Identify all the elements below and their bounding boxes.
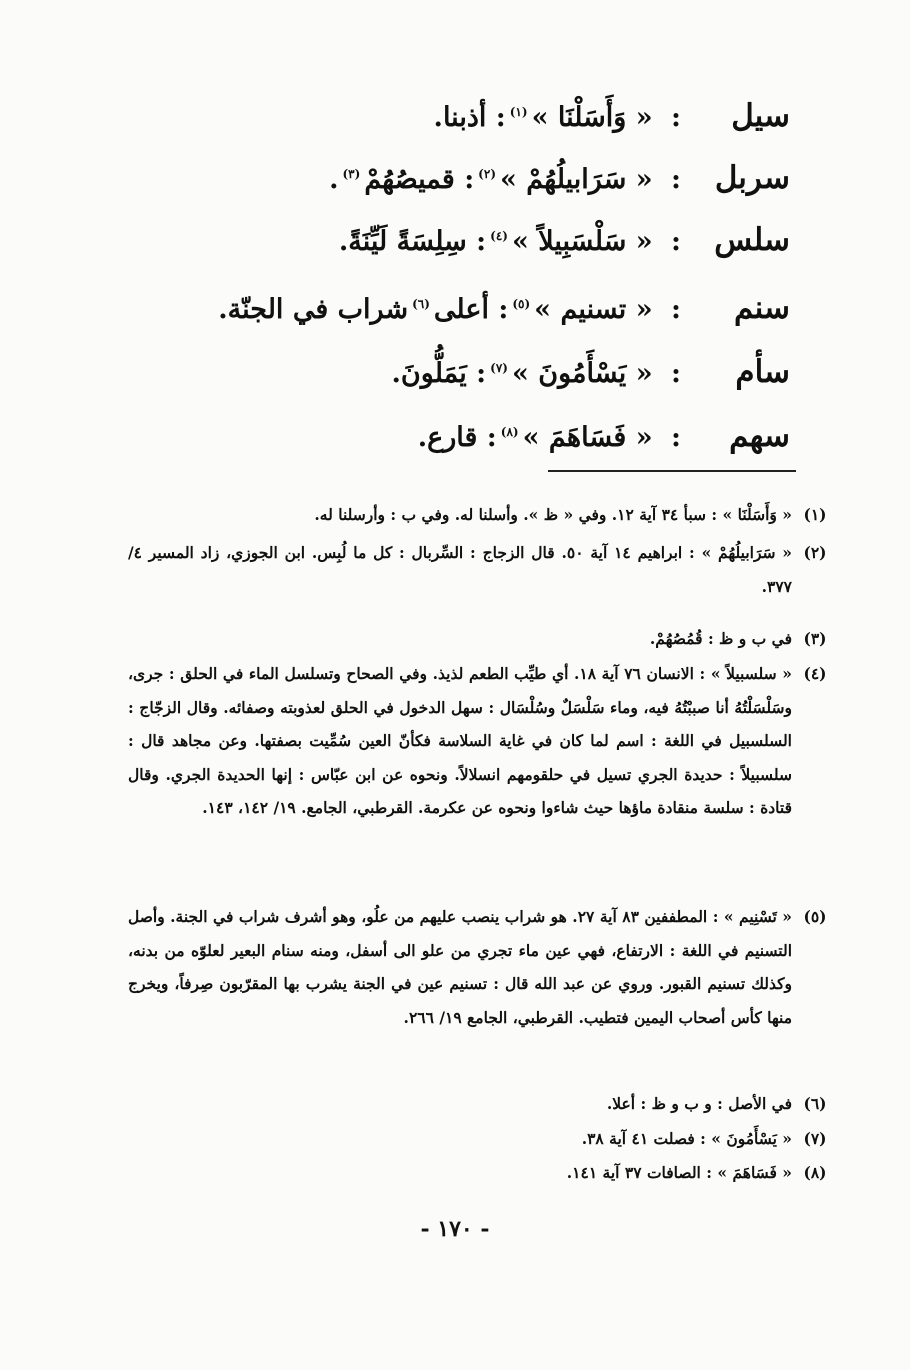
footnote-6 [128, 1087, 827, 1121]
entry-meaning: : قارع. [417, 422, 497, 453]
entry-meaning: : يَمَلُّونَ. [391, 358, 487, 389]
footnote-text: في الأصل : و ب و ظ : أعلا. [606, 1094, 792, 1113]
entry-sarbal [90, 160, 790, 210]
entry-word: « سَلْسَبِيلاً » [511, 226, 653, 257]
footnote-text: « سَرَابيلُهُمْ » : ابراهيم ١٤ آية ٥٠. قال الزجاج : السِّربال : كل ما لُبِس. ابن الجوزي، زاد المسير ٤/ ٣٧٧. [128, 543, 792, 596]
footnote-1 [128, 498, 827, 532]
entry-sahm [90, 418, 790, 468]
entry-root: سربل [714, 160, 790, 196]
footnote-text: « وَأَسَلْنَا » : سبأ ٣٤ آية ١٢. وفي « ظ ». وأسلنا له. وفي ب : وأرسلنا له. [314, 505, 792, 524]
footnote-number: (٦) [803, 1094, 827, 1113]
footnote-text: « سلسبيلاً » : الانسان ٧٦ آية ١٨. أي طيِّب الطعم لذيذ. وفي الصحاح وتسلسل الماء في الحلق : جرى، وسَلْسَلْتُهُ أنا صببْتُهُ فيه، وماء سَلْسَلٌ وسُلْسَال : سهل الدخول في الحلق لعذوبته وصفائه. وقال الزجّاج : السلسبيل في اللغة : اسم لما كان في غاية السلاسة فكأنّ العين سُمِّيت بصفتها. وعن مجاهد قال : سلسبيلاً : حديدة الجري تسيل في حلقومهم انسلالاً. ونحوه عن ابن عبّاس : إنها الحديدة الجري. وقال قتادة : سلسة منقادة ماؤها حيث شاءوا ونحوه عن عكرمة. القرطبي، الجامع. ١٩/ ١٤٢، ١٤٣. [128, 664, 792, 817]
entry-sil [90, 98, 790, 148]
footnote-7 [128, 1122, 827, 1156]
footnote-3 [128, 622, 827, 656]
footnote-separator-rule [548, 470, 796, 472]
footnote-ref: (٦) [412, 297, 430, 311]
entry-tail: . [329, 164, 339, 195]
entry-word: « فَسَاهَمَ » [522, 422, 653, 453]
footnote-ref: (٥) [512, 297, 531, 311]
footnote-number: (٢) [803, 543, 827, 562]
page-number: - ١٧٠ - [420, 1216, 490, 1242]
entry-separator: : [671, 358, 681, 389]
footnote-number: (٣) [803, 629, 827, 648]
entry-word: « سَرَابيلُهُمْ » [500, 164, 653, 195]
entry-separator: : [671, 294, 681, 325]
entry-separator: : [671, 226, 681, 257]
entry-separator: : [671, 164, 681, 195]
entry-meaning: : أعلى [433, 294, 509, 325]
entry-saam [90, 354, 790, 404]
entry-meaning: : أذبنا. [433, 102, 506, 133]
footnote-text: في ب و ظ : قُمُصُهُمْ. [649, 629, 792, 648]
entry-meaning: : سِلِسَةً لَيِّنَةً. [338, 226, 487, 257]
entry-separator: : [671, 102, 681, 133]
entry-word: « يَسْأَمُونَ » [511, 358, 653, 389]
footnote-number: (٨) [803, 1163, 827, 1182]
footnote-number: (٥) [803, 907, 827, 926]
entry-word: « تسنيم » [534, 294, 653, 325]
footnote-ref: (٣) [342, 167, 361, 181]
entry-tail: شراب في الجنّة. [218, 294, 409, 325]
footnote-number: (٤) [803, 664, 827, 683]
entry-word: « وَأَسَلْنَا » [531, 102, 653, 133]
entry-root: سأم [735, 354, 790, 390]
footnote-ref: (٢) [478, 167, 496, 181]
footnote-5 [128, 900, 827, 1034]
footnote-ref: (٧) [490, 361, 508, 375]
entry-sanam [90, 290, 790, 340]
entry-root: سيل [731, 98, 790, 134]
entry-meaning: : قميصُهُمْ [364, 164, 475, 195]
footnote-number: (٧) [803, 1129, 827, 1148]
footnote-ref: (٤) [490, 229, 508, 243]
entry-separator: : [671, 422, 681, 453]
footnote-text: « يَسْأَمُونَ » : فصلت ٤١ آية ٣٨. [581, 1129, 792, 1148]
footnote-text: « تَسْنِيم » : المطففين ٨٣ آية ٢٧. هو شراب ينصب عليهم من علُو، وهو أشرف شراب في الجنة. وأصل التسنيم في اللغة : الارتفاع، فهي عين ماء تجري من علو الى أسفل، ومنه سنام البعير لعلوّه من بدنه، وكذلك تسنيم القبور. وروي عن عبد الله قال : تسنيم عين في الجنة يشرب بها المقرّبون صِرفاً، ويخرج منها كأس أصحاب اليمين فتطيب. القرطبي، الجامع ١٩/ ٢٦٦. [128, 907, 792, 1027]
entry-root: سنم [734, 290, 790, 326]
entry-sals [90, 222, 790, 272]
footnote-ref: (١) [509, 105, 528, 119]
entry-root: سلس [714, 222, 790, 258]
footnote-number: (١) [803, 505, 827, 524]
entry-root: سهم [729, 418, 790, 454]
footnote-text: « فَسَاهَمَ » : الصافات ٣٧ آية ١٤١. [566, 1163, 792, 1182]
footnote-8 [128, 1156, 827, 1190]
footnote-4 [128, 657, 827, 825]
footnote-ref: (٨) [500, 425, 519, 439]
footnote-2 [128, 536, 827, 603]
